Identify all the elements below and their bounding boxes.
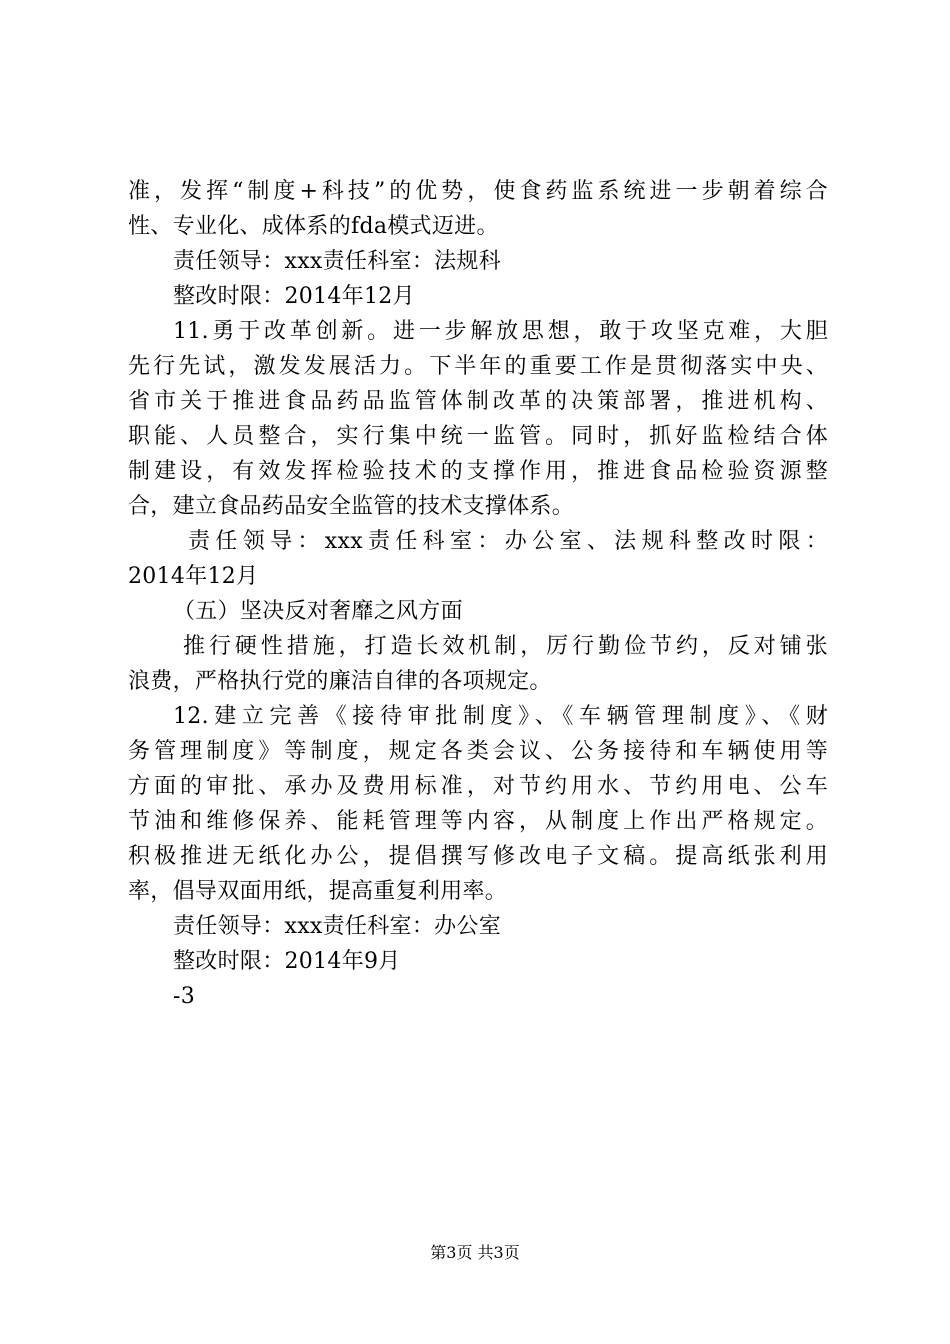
- text-line: 准，发挥“制度+科技”的优势，使食药监系统进一步朝着综合: [128, 179, 828, 204]
- document-body: [128, 174, 828, 1014]
- responsibility-line: 责任领导：xxx责任科室：办公室、法规科整改时限：: [188, 529, 828, 554]
- section-heading-5: （五）坚决反对奢靡之风方面: [173, 599, 463, 624]
- text-line: 合，建立食品药品安全监管的技术支撑体系。: [128, 494, 575, 519]
- deadline-line: 整改时限：2014年9月: [173, 949, 401, 974]
- item-heading-12: 12.建立完善《接待审批制度》、《车辆管理制度》、《财: [173, 704, 828, 729]
- deadline-line: 2014年12月: [128, 564, 259, 589]
- text-line: 率，倡导双面用纸，提高重复利用率。: [128, 879, 508, 904]
- page-footer: 第3页 共3页: [430, 1243, 520, 1262]
- text-line: 推行硬性措施，打造长效机制，厉行勤俭节约，反对铺张: [183, 634, 828, 659]
- text-line: 方面的审批、承办及费用标准，对节约用水、节约用电、公车: [128, 774, 828, 799]
- text-line: 职能、人员整合，实行集中统一监管。同时，抓好监检结合体: [128, 424, 828, 449]
- text-line: 节油和维修保养、能耗管理等内容，从制度上作出严格规定。: [128, 809, 828, 834]
- responsibility-line: 责任领导：xxx责任科室：办公室: [173, 914, 502, 939]
- text-line: 制建设，有效发挥检验技术的支撑作用，推进食品检验资源整: [128, 459, 828, 484]
- deadline-line: 整改时限：2014年12月: [173, 284, 415, 309]
- text-line: 性、专业化、成体系的fda模式迈进。: [128, 214, 499, 239]
- text-line: 先行先试，激发发展活力。下半年的重要工作是贯彻落实中央、: [128, 354, 828, 379]
- page-marker: -3: [173, 984, 196, 1009]
- responsibility-line: 责任领导：xxx责任科室：法规科: [173, 249, 502, 274]
- item-heading-11: 11.勇于改革创新。进一步解放思想，敢于攻坚克难，大胆: [173, 319, 828, 344]
- text-line: 浪费，严格执行党的廉洁自律的各项规定。: [128, 669, 552, 694]
- text-line: 积极推进无纸化办公，提倡撰写修改电子文稿。提高纸张利用: [128, 844, 828, 869]
- text-line: 务管理制度》等制度，规定各类会议、公务接待和车辆使用等: [128, 739, 828, 764]
- text-line: 省市关于推进食品药品监管体制改革的决策部署，推进机构、: [128, 389, 828, 414]
